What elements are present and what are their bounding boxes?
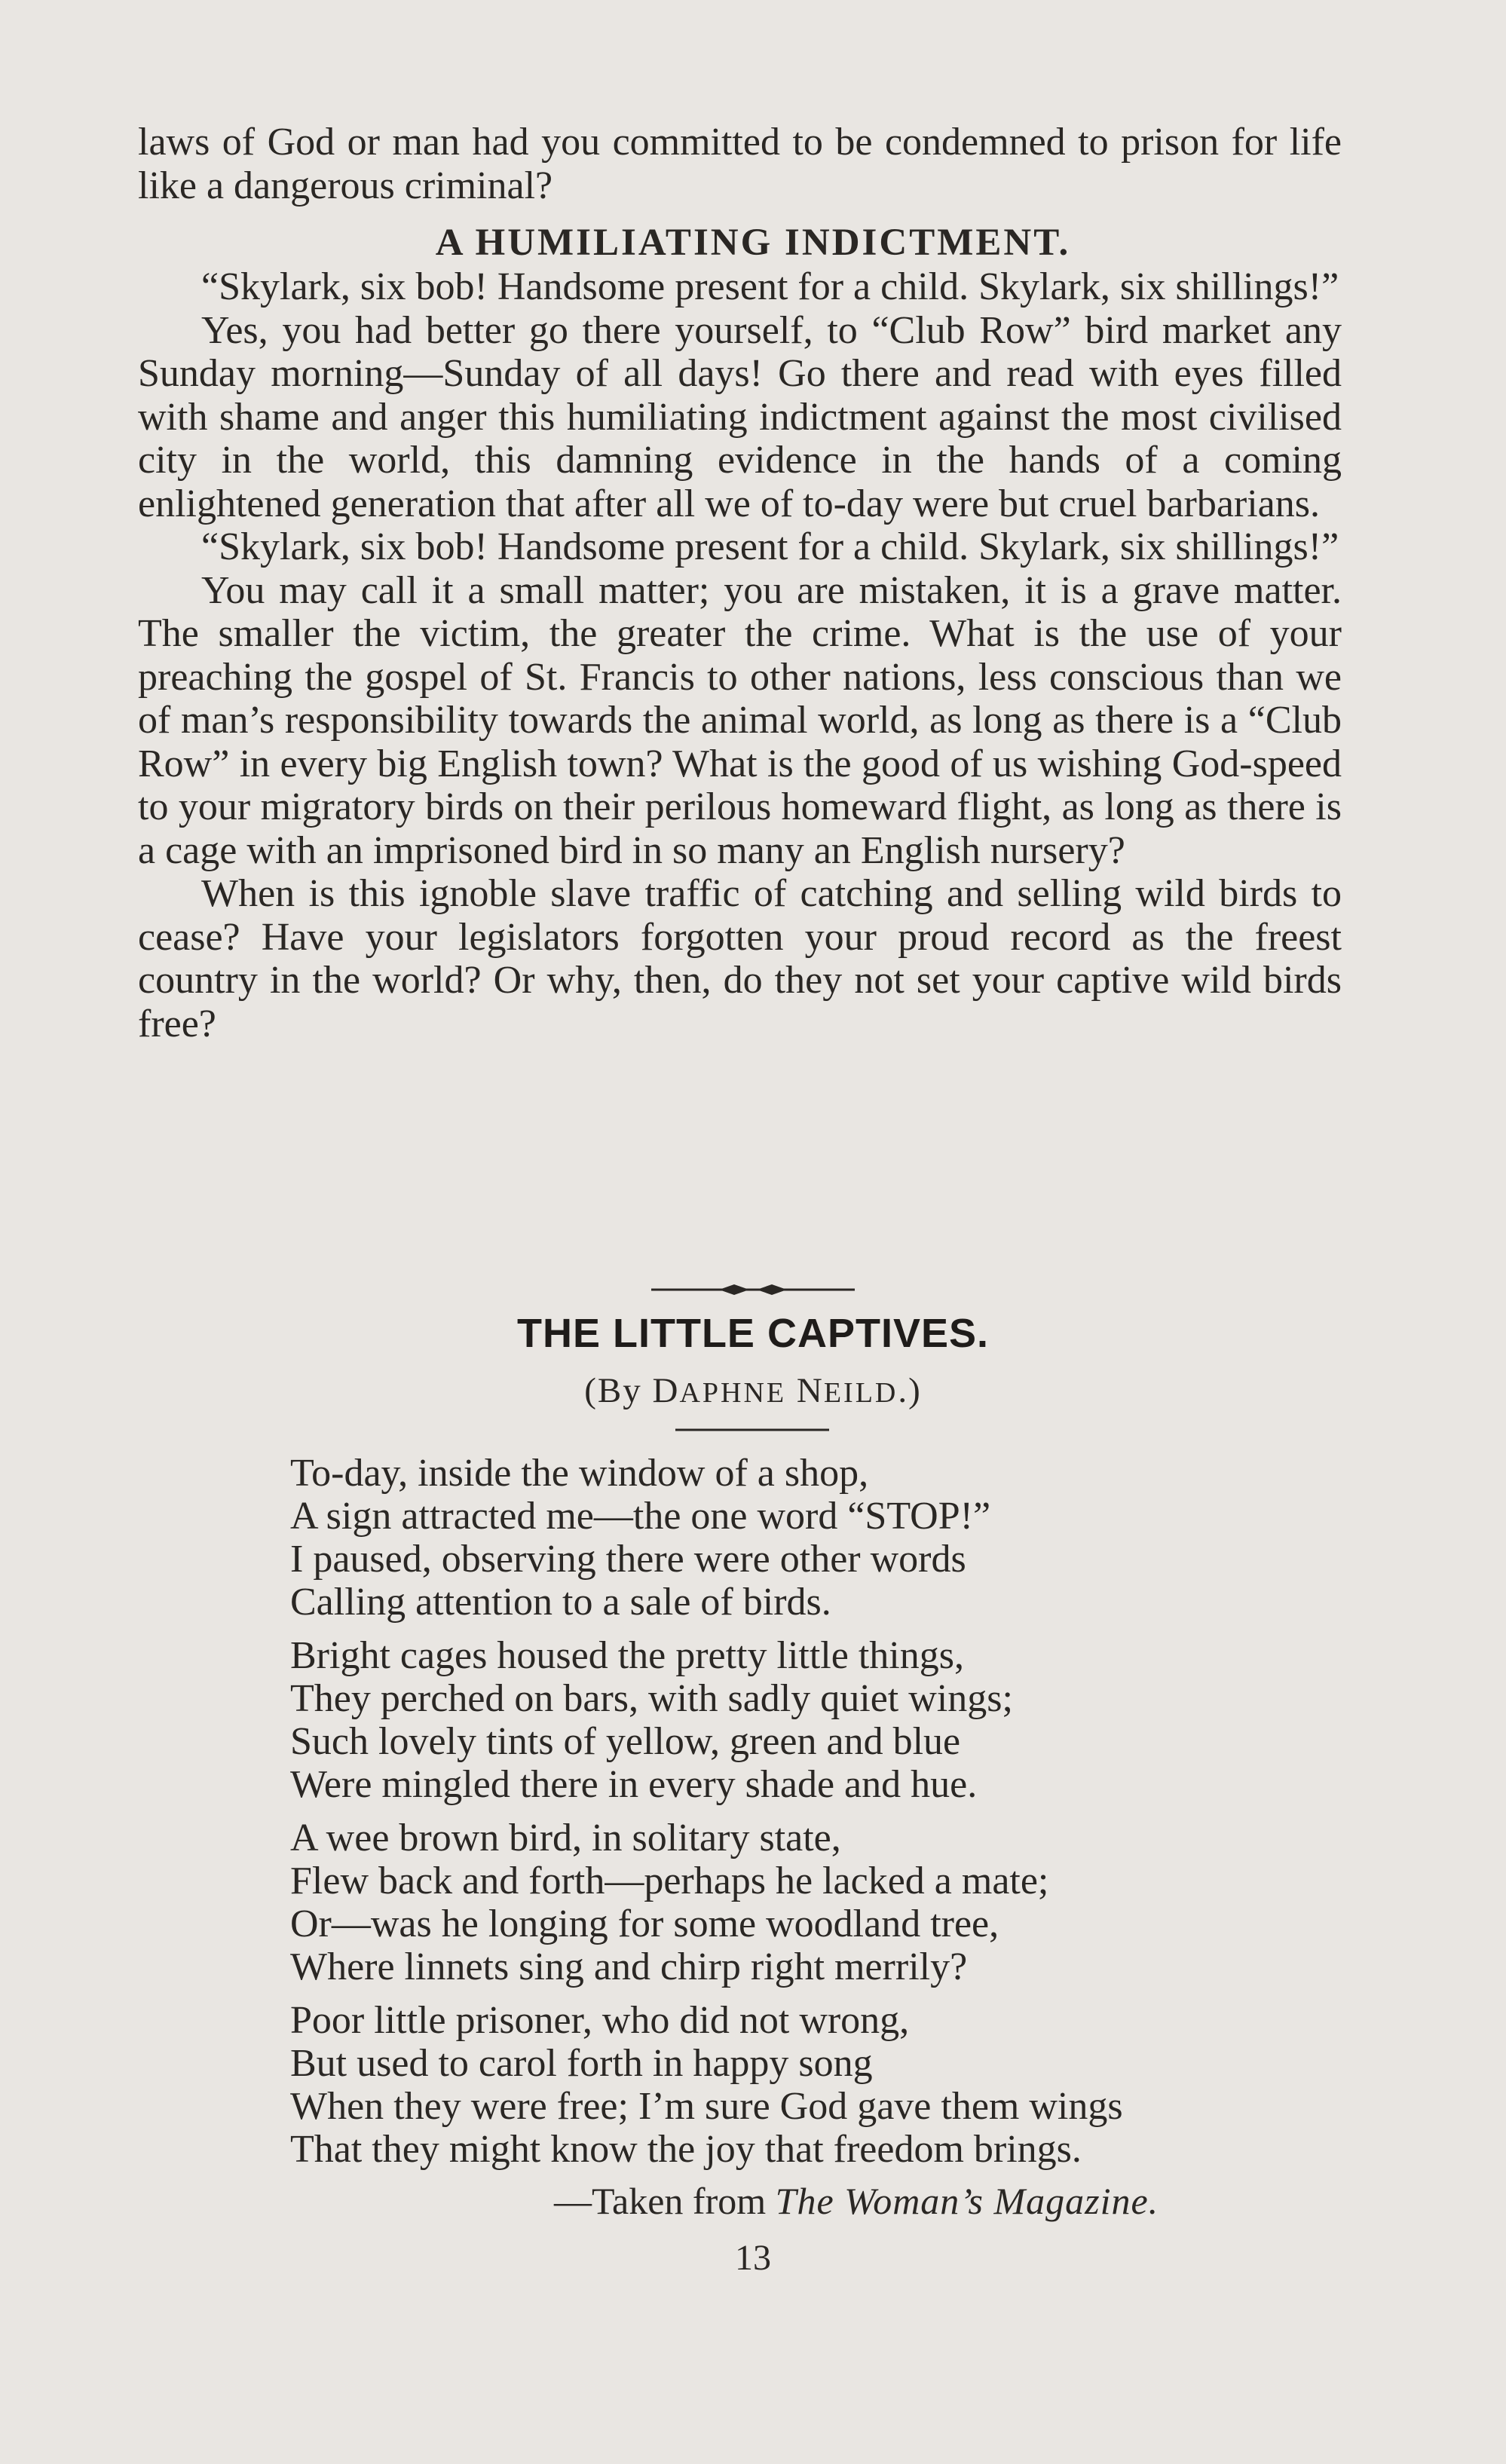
poem-stanza bbox=[290, 1817, 1345, 1988]
paragraph-text: laws of God or man had you committed to be condemned to prison for life like a dangerous criminal? bbox=[138, 121, 1342, 207]
poem-line: Bright cages housed the pretty little things, bbox=[290, 1634, 964, 1677]
poem-line: A sign attracted me—the one word “STOP!” bbox=[290, 1495, 991, 1538]
poem-line: Were mingled there in every shade and hue. bbox=[290, 1763, 978, 1806]
poem-body bbox=[290, 1452, 1345, 2181]
credit-prefix: —Taken from bbox=[554, 2180, 776, 2222]
poem-line: Poor little prisoner, who did not wrong, bbox=[290, 1999, 910, 2042]
poem-line: Where linnets sing and chirp right merrily? bbox=[290, 1945, 968, 1988]
poem-line: When they were free; I’m sure God gave them wings bbox=[290, 2085, 1123, 2128]
poem-byline bbox=[0, 1370, 1506, 1411]
poem-line: Flew back and forth—perhaps he lacked a mate; bbox=[290, 1859, 1049, 1902]
byline-prefix: (By bbox=[584, 1371, 653, 1410]
poem-line: They perched on bars, with sadly quiet wings; bbox=[290, 1677, 1013, 1720]
byline-initial: D bbox=[652, 1371, 680, 1410]
poem-line: To-day, inside the window of a shop, bbox=[290, 1452, 869, 1495]
credit-source: The Woman’s Magazine. bbox=[775, 2180, 1159, 2222]
paragraph: When is this ignoble slave traffic of catching and selling wild birds to cease? Have your legislators forgotten your proud record as the freest country in the world? Or why, then, do they not set your captive wild birds free? bbox=[138, 872, 1342, 1045]
poem-stanza bbox=[290, 1452, 1345, 1624]
poem-title: THE LITTLE CAPTIVES. bbox=[516, 1311, 990, 1356]
poem-line: Calling attention to a sale of birds. bbox=[290, 1581, 831, 1624]
paragraph: You may call it a small matter; you are mistaken, it is a grave matter. The smaller the victim, the greater the crime. What is the use of your preaching the gospel of St. Francis to other nations, less conscious than we of man’s responsibility towards the animal world, as long as there is a “Club Row” in every big English town? What is the good of us wishing God-speed to your migratory birds on their perilous homeward flight, as long as there is a cage with an imprisoned bird in so many an English nursery? bbox=[138, 568, 1342, 872]
poem-line: Such lovely tints of yellow, green and blue bbox=[290, 1720, 961, 1763]
poem-credit bbox=[554, 2179, 1308, 2223]
byline-rule bbox=[0, 1428, 1506, 1432]
poem-line: But used to carol forth in happy song bbox=[290, 2042, 873, 2085]
paragraph: “Skylark, six bob! Handsome present for a child. Skylark, six shillings!” bbox=[201, 525, 1339, 568]
byline-smallcaps: EILD bbox=[823, 1377, 898, 1409]
section-heading: A HUMILIATING INDICTMENT. bbox=[435, 222, 1071, 264]
poem-line: A wee brown bird, in solitary state, bbox=[290, 1817, 841, 1859]
intro-paragraph bbox=[138, 121, 1342, 207]
poem-line: That they might know the joy that freedom brings. bbox=[290, 2128, 1082, 2171]
byline-smallcaps: APHNE bbox=[679, 1377, 787, 1409]
ornamental-rule bbox=[0, 1283, 1506, 1296]
page-number: 13 bbox=[735, 2238, 771, 2278]
article-body bbox=[138, 265, 1342, 1045]
poem-line: I paused, observing there were other words bbox=[290, 1538, 966, 1581]
byline-initial: N bbox=[796, 1371, 824, 1410]
paragraph: Yes, you had better go there yourself, to “Club Row” bird market any Sunday morning—Sunday of all days! Go there and read with eyes filled with shame and anger this humiliating indictment against the most civilised city in the world, this damning evidence in the hands of a coming enlightened generation that after all we of to-day were but cruel barbarians. bbox=[138, 308, 1342, 525]
poem-stanza bbox=[290, 1999, 1345, 2171]
paragraph: “Skylark, six bob! Handsome present for a child. Skylark, six shillings!” bbox=[201, 265, 1339, 308]
byline-suffix: .) bbox=[898, 1371, 922, 1410]
poem-line: Or—was he longing for some woodland tree, bbox=[290, 1902, 999, 1945]
poem-stanza bbox=[290, 1634, 1345, 1806]
